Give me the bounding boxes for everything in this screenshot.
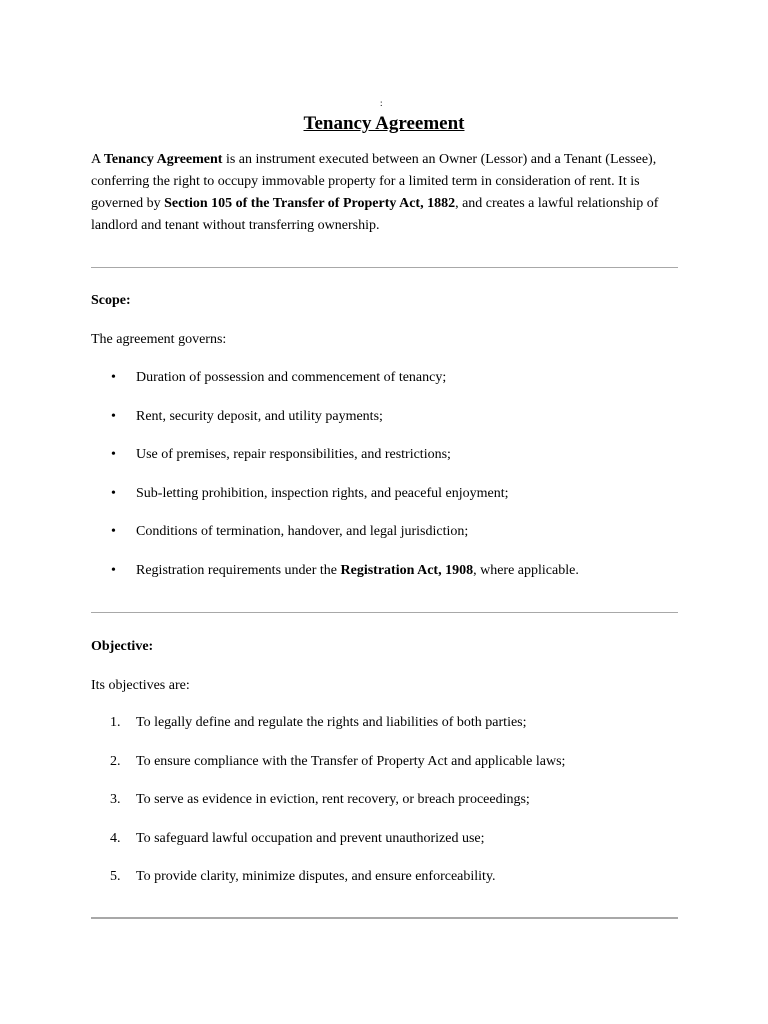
list-item-text: To ensure compliance with the Transfer of Property Act and applicable laws; [136,753,566,769]
list-item [91,483,681,522]
list-item [91,560,681,599]
intro-text-3: , and creates a lawful relationship of landlord and tenant without transferring ownership. [91,196,659,233]
bullet: • [111,447,116,463]
list-item [91,866,681,905]
document-title: Tenancy Agreement [303,113,465,134]
list-number: 4. [110,830,121,846]
bullet: • [111,485,116,501]
objective-lead: Its objectives are: [91,678,190,693]
list-item-text: Duration of possession and commencement of tenancy; [136,370,447,385]
divider-2 [91,612,678,613]
bullet: • [111,562,116,578]
list-item-text-end: , where applicable. [473,562,579,578]
scope-list [91,367,681,599]
list-item-text: To legally define and regulate the rights and liabilities of both parties; [136,715,527,730]
list-item-text: Use of premises, repair responsibilities, and restrictions; [136,447,451,463]
list-item [91,406,681,445]
intro-text-1: A [91,152,104,167]
list-item [91,367,681,406]
list-number: 2. [110,753,121,769]
list-item-text: Conditions of termination, handover, and legal jurisdiction; [136,524,469,540]
list-item-text: To serve as evidence in eviction, rent recovery, or breach proceedings; [136,792,530,808]
list-item-bold-statute: Registration Act, 1908 [340,562,474,578]
list-item [91,712,681,751]
intro-bold-term: Tenancy Agreement [103,152,223,167]
objective-heading: Objective: [91,639,154,654]
list-item [91,828,681,867]
list-item [91,751,681,790]
list-item [91,444,681,483]
objective-list [91,712,681,905]
top-mark: : [380,98,383,108]
list-number: 1. [110,715,121,730]
intro-text-2: is an instrument executed between an Owner (Lessor) and a Tenant (Lessee), conferring the right to occupy immovable property for a limited term in consideration of rent. It is governed by [91,152,657,211]
list-item-text: To provide clarity, minimize disputes, and ensure enforceability. [136,869,496,885]
scope-heading: Scope: [91,293,131,308]
intro-paragraph [91,149,681,237]
list-item-text: To safeguard lawful occupation and prevent unauthorized use; [136,830,485,846]
bullet: • [111,408,116,424]
scope-lead: The agreement governs: [91,332,227,347]
list-item-text: Sub-letting prohibition, inspection rights, and peaceful enjoyment; [136,485,509,501]
bullet: • [111,370,116,385]
divider-1 [91,267,678,268]
list-item [91,789,681,828]
intro-bold-statute: Section 105 of the Transfer of Property Act, 1882 [164,196,456,211]
divider-3 [91,917,678,919]
list-item-text: Rent, security deposit, and utility payments; [136,408,383,424]
list-number: 3. [110,792,121,808]
list-item [91,521,681,560]
list-item-text: Registration requirements under the [136,562,341,578]
list-number: 5. [110,869,121,885]
bullet: • [111,524,116,540]
